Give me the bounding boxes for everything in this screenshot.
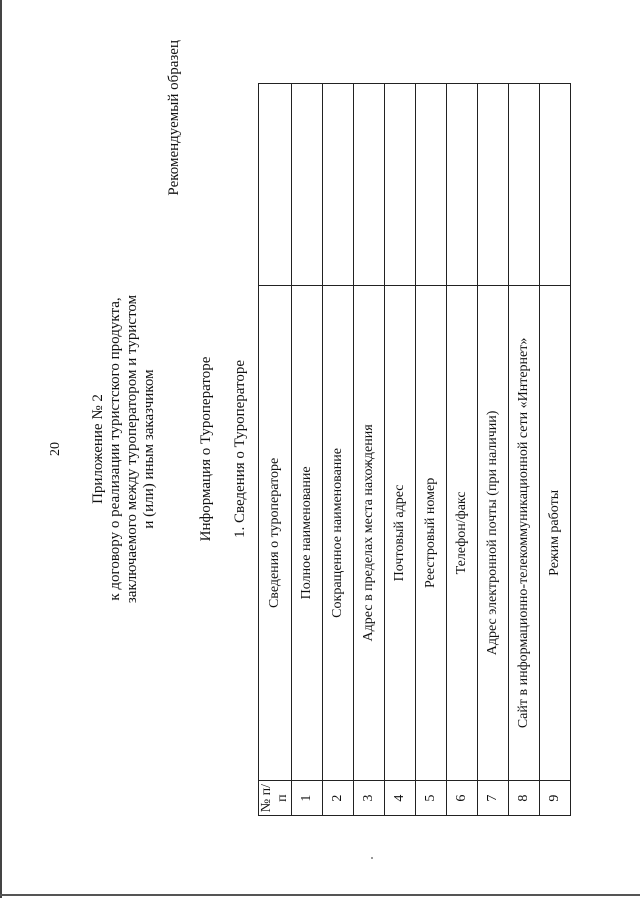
row-num: 1 [292,781,323,816]
row-value-cell[interactable] [354,84,385,286]
row-name: Адрес электронной почты (при наличии) [478,285,509,781]
row-num: 6 [447,781,478,816]
row-name: Реестровый номер [416,285,447,781]
row-num: 5 [416,781,447,816]
row-num: 9 [540,781,571,816]
row-name: Режим работы [540,285,571,781]
section-title: 1. Сведения о Туроператоре [232,359,248,539]
table-row [292,84,323,816]
row-value-cell[interactable] [385,84,416,286]
table-row [416,84,447,816]
row-name: Почтовый адрес [385,285,416,781]
appendix-line: заключаемого между туроператором и туристом [124,294,140,604]
info-title: Информация о Туроператоре [198,356,214,542]
table-header-row [259,84,292,816]
row-name: Сокращенное наименование [323,285,354,781]
row-value-cell[interactable] [447,84,478,286]
sample-mark: Рекомендуемый образец [166,40,182,196]
table-row [447,84,478,816]
row-value-cell[interactable] [509,84,540,286]
appendix-title: Приложение № 2 [90,394,106,504]
row-value-cell[interactable] [478,84,509,286]
table-row [509,84,540,816]
table-row [478,84,509,816]
row-num: 7 [478,781,509,816]
table-row [323,84,354,816]
row-num: 8 [509,781,540,816]
row-num: 4 [385,781,416,816]
header-value [259,84,292,286]
row-name: Адрес в пределах места нахождения [354,285,385,781]
row-value-cell[interactable] [540,84,571,286]
row-value-cell[interactable] [416,84,447,286]
page-number: 20 [48,442,63,456]
row-value-cell[interactable] [323,84,354,286]
row-num: 2 [323,781,354,816]
row-name: Полное наименование [292,285,323,781]
appendix-line: к договору о реализации туристского продукта, [107,297,123,601]
header-num: № п/п [259,781,292,816]
table-row [540,84,571,816]
row-value-cell[interactable] [292,84,323,286]
appendix-line: и (или) иным заказчиком [141,369,157,529]
row-name: Телефон/факс [447,285,478,781]
header-name: Сведения о туроператоре [259,285,292,781]
table-row [354,84,385,816]
appendix-header [90,0,158,898]
row-name: Сайт в информационно-телекоммуникационной сети «Интернет» [509,285,540,781]
row-num: 3 [354,781,385,816]
operator-info-table [258,83,571,816]
table-row [385,84,416,816]
